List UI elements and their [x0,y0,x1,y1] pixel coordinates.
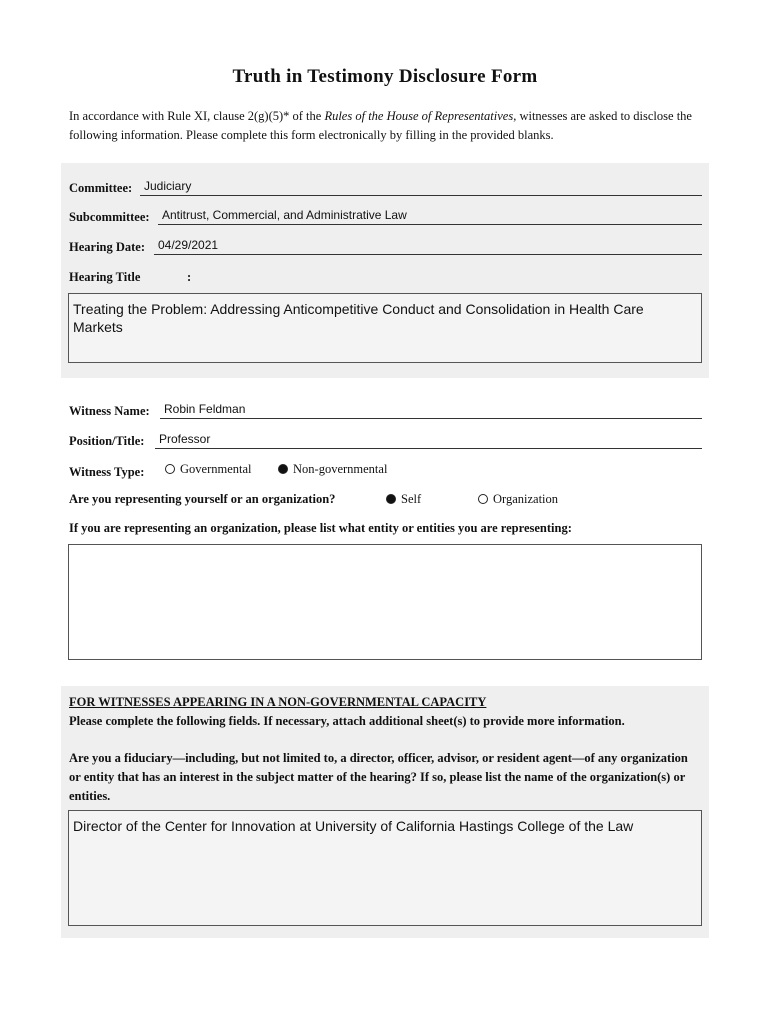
committee-field[interactable] [140,179,702,196]
hearing-title-field[interactable] [68,293,702,363]
position-title-field[interactable] [155,432,702,449]
witness-type-label: Witness Type: [69,465,145,479]
hearing-date-label: Hearing Date: [69,240,146,254]
radio-self-label: Self [401,492,422,506]
radio-self-circle [386,494,396,504]
fiduciary-field[interactable] [68,810,702,926]
position-title-row [69,429,702,449]
radio-non-governmental-circle [278,464,288,474]
fiduciary-question: Are you a fiduciary—including, but not limited to, a director, officer, advisor, or resident agent—of any organization or entity that has an interest in the subject matter of the hearing? If so, please list the name of the organization(s) or entities. [69,751,688,803]
organization-prompt: If you are representing an organization, please list what entity or entities you are representing: [69,521,572,535]
committee-row [69,176,702,196]
subcommittee-label: Subcommittee: [69,210,150,224]
witness-name-field[interactable] [160,402,702,419]
hearing-title-label: Hearing Title [69,270,141,284]
radio-governmental[interactable] [165,462,252,477]
witness-name-label: Witness Name: [69,404,150,418]
radio-self[interactable] [386,492,421,507]
form-title: Truth in Testimony Disclosure Form [232,66,538,87]
intro-rules-title: Rules of the House of Representatives [324,109,514,123]
radio-organization[interactable] [478,492,558,507]
intro-text-end: , witnesses are asked to disclose the following information. Please complete this form electronically by filling in the provided blanks. [69,109,692,142]
nongov-instruction: Please complete the following fields. If necessary, attach additional sheet(s) to provide more information. [69,714,625,728]
intro-text-start: In accordance with Rule XI, clause 2(g)(5)* of the [69,109,325,123]
radio-organization-circle [478,494,488,504]
committee-value: Judiciary [144,179,192,193]
committee-label: Committee: [69,181,133,195]
hearing-date-value: 04/29/2021 [158,238,219,252]
witness-name-row [69,399,702,419]
hearing-title-colon: : [187,270,192,284]
hearing-title-row [69,265,702,285]
fiduciary-value: Director of the Center for Innovation at University of California Hastings College of the Law [73,818,634,834]
position-title-value: Professor [159,432,211,446]
witness-name-value: Robin Feldman [164,402,246,416]
radio-governmental-circle [165,464,175,474]
hearing-title-value: Treating the Problem: Addressing Anticompetitive Conduct and Consolidation in Health Care Markets [73,301,644,335]
subcommittee-row [69,205,702,225]
hearing-date-row [69,235,702,255]
representing-question: Are you representing yourself or an organization? [69,492,336,506]
subcommittee-field[interactable] [158,208,702,225]
organization-field[interactable] [68,544,702,660]
radio-non-governmental[interactable] [278,462,387,477]
radio-organization-label: Organization [493,492,559,506]
nongov-heading: FOR WITNESSES APPEARING IN A NON-GOVERNMENTAL CAPACITY [69,695,487,709]
radio-non-governmental-label: Non-governmental [293,462,388,476]
hearing-date-field[interactable] [154,238,702,255]
position-title-label: Position/Title: [69,434,145,448]
subcommittee-value: Antitrust, Commercial, and Administrative Law [162,208,407,222]
radio-governmental-label: Governmental [180,462,252,476]
intro-text [69,107,709,145]
